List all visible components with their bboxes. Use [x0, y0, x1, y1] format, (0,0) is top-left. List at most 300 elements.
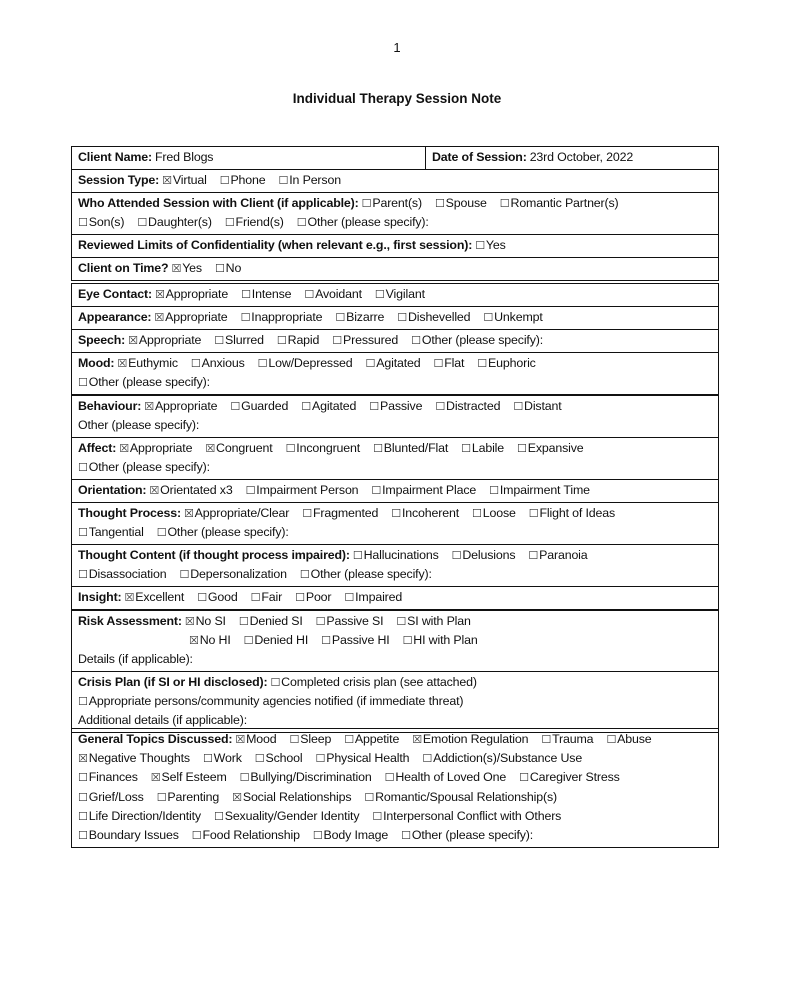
option-label: Denied SI [249, 614, 303, 628]
option-label: No SI [195, 614, 226, 628]
checkbox-option-bizarre[interactable] [335, 308, 384, 327]
unchecked-box-icon[interactable]: ☐ [384, 771, 395, 785]
checkbox-option-other-please-specify[interactable] [401, 826, 533, 845]
unchecked-box-icon[interactable]: ☐ [352, 549, 363, 562]
checkbox-option-si-with-plan[interactable] [396, 612, 470, 631]
unchecked-box-icon[interactable]: ☐ [289, 733, 300, 746]
checkbox-option-labile[interactable] [461, 439, 504, 458]
option-label: Fair [261, 590, 283, 604]
checked-box-icon[interactable]: ☒ [189, 634, 199, 647]
option-label: Addiction(s)/Substance Use [433, 751, 583, 766]
unchecked-box-icon[interactable]: ☐ [78, 526, 88, 539]
checked-box-icon[interactable]: ☒ [128, 334, 138, 347]
option-label: Labile [471, 441, 505, 455]
form-line [78, 807, 712, 826]
form-cell [72, 545, 718, 586]
unchecked-box-icon[interactable]: ☐ [606, 733, 617, 746]
unchecked-box-icon[interactable]: ☐ [422, 752, 433, 766]
unchecked-box-icon[interactable]: ☐ [78, 216, 88, 229]
checkbox-option-social-relationships[interactable] [232, 788, 351, 807]
unchecked-box-icon[interactable]: ☐ [240, 311, 251, 324]
unchecked-box-icon[interactable]: ☐ [78, 809, 88, 823]
unchecked-box-icon[interactable]: ☐ [238, 615, 249, 628]
checkbox-option-appropriate[interactable] [128, 331, 201, 350]
unchecked-box-icon[interactable]: ☐ [528, 549, 539, 562]
form-cell [72, 235, 718, 257]
checkbox-option-vigilant[interactable] [375, 285, 425, 304]
checkbox-option-appetite[interactable] [344, 730, 399, 749]
unchecked-box-icon[interactable]: ☐ [299, 568, 310, 581]
form-line [78, 236, 712, 255]
option-label: Agitated [376, 356, 421, 370]
option-label: Distant [524, 399, 562, 413]
checkbox-option-agitated[interactable] [301, 397, 356, 416]
unchecked-box-icon[interactable]: ☐ [397, 311, 407, 324]
option-label: Other (please specify): [88, 460, 210, 474]
field-label: Speech: [78, 333, 126, 347]
checkbox-option-avoidant[interactable] [304, 285, 362, 304]
field-label: Thought Content (if thought process impaired): [78, 548, 350, 562]
unchecked-box-icon[interactable]: ☐ [371, 484, 382, 497]
checkbox-option-mood[interactable] [235, 730, 276, 749]
unchecked-box-icon[interactable]: ☐ [519, 771, 529, 785]
checkbox-option-inappropriate[interactable] [241, 308, 323, 327]
unchecked-box-icon[interactable]: ☐ [257, 357, 268, 370]
checkbox-option-negative-thoughts[interactable] [78, 749, 190, 768]
checkbox-option-paranoia[interactable] [528, 546, 587, 565]
unchecked-box-icon[interactable]: ☐ [396, 615, 407, 628]
unchecked-box-icon[interactable]: ☐ [472, 507, 482, 520]
unchecked-box-icon[interactable]: ☐ [179, 568, 190, 581]
unchecked-box-icon[interactable]: ☐ [137, 216, 148, 229]
unchecked-box-icon[interactable]: ☐ [295, 591, 305, 604]
unchecked-box-icon[interactable]: ☐ [254, 752, 265, 766]
row-insight [72, 586, 718, 609]
checkbox-option-hallucinations[interactable] [353, 546, 439, 565]
checkbox-option-fragmented[interactable] [302, 504, 378, 523]
field-label: Affect: [78, 441, 117, 455]
checkbox-option-impairment-place[interactable] [371, 481, 476, 500]
unchecked-box-icon[interactable]: ☐ [435, 400, 446, 413]
checkbox-option-phone[interactable] [220, 171, 266, 190]
checkbox-option-addiction-s-substance-use[interactable] [422, 749, 582, 768]
unchecked-box-icon[interactable]: ☐ [451, 549, 462, 562]
unchecked-box-icon[interactable]: ☐ [364, 790, 375, 804]
checkbox-option-other-please-specify[interactable] [297, 213, 429, 232]
checkbox-option-yes[interactable] [475, 236, 505, 255]
checkbox-option-body-image[interactable] [313, 826, 388, 845]
checkbox-option-sexuality-gender-identity[interactable] [214, 807, 359, 826]
checkbox-option-virtual[interactable] [162, 171, 207, 190]
unchecked-box-icon[interactable]: ☐ [214, 334, 225, 347]
unchecked-box-icon[interactable]: ☐ [391, 507, 401, 520]
checked-box-icon[interactable]: ☒ [412, 733, 422, 746]
checkbox-option-depersonalization[interactable] [180, 565, 287, 584]
unchecked-box-icon[interactable]: ☐ [190, 357, 201, 370]
form-line [78, 565, 712, 584]
form-line [78, 730, 712, 749]
checkbox-option-denied-hi[interactable] [244, 631, 308, 650]
option-label: Caregiver Stress [529, 770, 620, 785]
field-label: Client on Time? [78, 261, 169, 275]
checkbox-option-appropriate[interactable] [144, 397, 217, 416]
unchecked-box-icon[interactable]: ☐ [78, 790, 88, 804]
field-label: Appearance: [78, 310, 152, 324]
unchecked-box-icon[interactable]: ☐ [401, 829, 411, 843]
checkbox-option-incoherent[interactable] [391, 504, 459, 523]
unchecked-box-icon[interactable]: ☐ [315, 752, 326, 766]
checkbox-option-orientated-x3[interactable] [149, 481, 232, 500]
form-cell [72, 147, 425, 169]
unchecked-box-icon[interactable]: ☐ [250, 591, 261, 604]
option-label: Impairment Person [256, 483, 359, 497]
checked-box-icon[interactable]: ☒ [184, 615, 195, 628]
unchecked-box-icon[interactable]: ☐ [241, 288, 251, 301]
checkbox-option-health-of-loved-one[interactable] [385, 768, 507, 787]
checkbox-option-denied-si[interactable] [239, 612, 303, 631]
checkbox-option-anxious[interactable] [191, 354, 245, 373]
checkbox-option-no-si[interactable] [185, 612, 226, 631]
option-label: Intense [251, 287, 292, 301]
checkbox-option-good[interactable] [197, 588, 237, 607]
checkbox-option-other-please-specify[interactable] [157, 523, 289, 542]
form-cell [72, 258, 718, 280]
option-label: Guarded [241, 399, 289, 413]
option-label: Rapid [287, 333, 320, 347]
option-label: Appropriate [165, 287, 229, 301]
option-label: Agitated [311, 399, 357, 413]
unchecked-box-icon[interactable]: ☐ [202, 752, 213, 766]
unchecked-box-icon[interactable]: ☐ [214, 262, 225, 275]
unchecked-box-icon[interactable]: ☐ [315, 615, 326, 628]
checkbox-option-guarded[interactable] [230, 397, 288, 416]
option-label: Avoidant [315, 287, 362, 301]
checked-box-icon[interactable]: ☒ [149, 484, 160, 497]
row-affect [72, 437, 718, 479]
form-cell [72, 729, 718, 847]
checkbox-option-appropriate[interactable] [155, 285, 228, 304]
checkbox-option-school[interactable] [255, 749, 303, 768]
checkbox-option-other-please-specify[interactable] [78, 373, 210, 392]
row-thought-content [72, 544, 718, 586]
option-label: Euthymic [128, 356, 178, 370]
option-label: Flight of Ideas [539, 506, 616, 520]
checkbox-option-disassociation[interactable] [78, 565, 167, 584]
checkbox-option-hi-with-plan[interactable] [403, 631, 478, 650]
unchecked-box-icon[interactable]: ☐ [344, 591, 355, 604]
option-label: Incongruent [296, 441, 361, 455]
checked-box-icon[interactable]: ☒ [119, 442, 129, 455]
unchecked-box-icon[interactable]: ☐ [239, 771, 250, 785]
checked-box-icon[interactable]: ☒ [235, 733, 246, 746]
unchecked-box-icon[interactable]: ☐ [312, 829, 323, 843]
unchecked-box-icon[interactable]: ☐ [304, 288, 315, 301]
checked-box-icon[interactable]: ☒ [205, 442, 216, 455]
option-label: Appropriate [165, 310, 228, 324]
option-label: Daughter(s) [148, 215, 212, 229]
unchecked-box-icon[interactable]: ☐ [402, 634, 413, 647]
checkbox-option-romantic-spousal-relationship-s[interactable] [364, 788, 557, 807]
unchecked-box-icon[interactable]: ☐ [245, 484, 256, 497]
unchecked-box-icon[interactable]: ☐ [483, 311, 494, 324]
unchecked-box-icon[interactable]: ☐ [372, 809, 383, 823]
checked-box-icon[interactable]: ☒ [78, 752, 88, 766]
checkbox-option-tangential[interactable] [78, 523, 144, 542]
form-line [78, 354, 712, 373]
checkbox-option-yes[interactable] [171, 259, 201, 278]
unchecked-box-icon[interactable]: ☐ [301, 400, 311, 413]
unchecked-box-icon[interactable]: ☐ [191, 829, 202, 843]
option-label: Poor [305, 590, 332, 604]
checkbox-option-sleep[interactable] [290, 730, 332, 749]
checkbox-option-delusions[interactable] [452, 546, 516, 565]
unchecked-box-icon[interactable]: ☐ [243, 634, 254, 647]
checkbox-option-appropriate[interactable] [119, 439, 192, 458]
checked-box-icon[interactable]: ☒ [154, 311, 165, 324]
option-label: Bizarre [346, 310, 385, 324]
form-line [78, 481, 712, 500]
unchecked-box-icon[interactable]: ☐ [434, 197, 445, 210]
unchecked-box-icon[interactable]: ☐ [224, 216, 235, 229]
checked-box-icon[interactable]: ☒ [154, 288, 165, 301]
checkbox-option-parent-s[interactable] [362, 194, 422, 213]
checkbox-option-euthymic[interactable] [117, 354, 177, 373]
checkbox-option-loose[interactable] [472, 504, 516, 523]
checkbox-option-no[interactable] [215, 259, 241, 278]
unchecked-box-icon[interactable]: ☐ [411, 334, 421, 347]
checked-box-icon[interactable]: ☒ [232, 790, 242, 804]
option-label: Orientated x3 [160, 483, 233, 497]
document-title: Individual Therapy Session Note [292, 91, 502, 106]
unchecked-box-icon[interactable]: ☐ [332, 334, 342, 347]
option-label: Trauma [552, 732, 594, 746]
unchecked-box-icon[interactable]: ☐ [296, 216, 307, 229]
checkbox-option-daughter-s[interactable] [137, 213, 212, 232]
option-label: Passive [379, 399, 423, 413]
checkbox-option-euphoric[interactable] [477, 354, 535, 373]
checked-box-icon[interactable]: ☒ [150, 771, 161, 785]
unchecked-box-icon[interactable]: ☐ [278, 174, 289, 187]
form-line [78, 588, 712, 607]
checkbox-option-no-hi[interactable] [189, 631, 231, 650]
form-line [78, 458, 712, 477]
checkbox-option-completed-crisis-plan-see-attached[interactable] [270, 673, 476, 692]
unchecked-box-icon[interactable]: ☐ [197, 591, 207, 604]
option-label: Yes [182, 261, 202, 275]
option-label: Self Esteem [161, 770, 227, 785]
unchecked-box-icon[interactable]: ☐ [302, 507, 312, 520]
checkbox-option-abuse[interactable] [606, 730, 651, 749]
unchecked-box-icon[interactable]: ☐ [321, 634, 331, 647]
row-mood [72, 352, 718, 394]
unchecked-box-icon[interactable]: ☐ [78, 695, 88, 708]
unchecked-box-icon[interactable]: ☐ [475, 239, 485, 252]
unchecked-box-icon[interactable]: ☐ [78, 771, 88, 785]
checkbox-option-romantic-partner-s[interactable] [500, 194, 619, 213]
checkbox-option-in-person[interactable] [279, 171, 341, 190]
option-label: Health of Loved One [395, 770, 507, 785]
option-label: HI with Plan [413, 633, 478, 647]
unchecked-box-icon[interactable]: ☐ [477, 357, 488, 370]
checkbox-option-interpersonal-conflict-with-others[interactable] [372, 807, 561, 826]
checkbox-option-impaired[interactable] [344, 588, 402, 607]
option-label: Finances [88, 770, 138, 785]
unchecked-box-icon[interactable]: ☐ [285, 442, 296, 455]
checked-box-icon[interactable]: ☒ [124, 591, 135, 604]
checkbox-option-appropriate-persons-community-agencies-notified-if-immediate-threat[interactable] [78, 692, 463, 711]
option-label: Bullying/Discrimination [250, 770, 372, 785]
checkbox-option-passive-hi[interactable] [321, 631, 389, 650]
option-label: Low/Depressed [268, 356, 353, 370]
unchecked-box-icon[interactable]: ☐ [230, 400, 241, 413]
row-session-type [72, 169, 718, 192]
checkbox-option-appropriate[interactable] [154, 308, 227, 327]
checkbox-option-impairment-person[interactable] [246, 481, 359, 500]
form-line [78, 397, 712, 416]
unchecked-box-icon[interactable]: ☐ [541, 733, 552, 746]
option-label: Abuse [617, 732, 652, 746]
checkbox-option-physical-health[interactable] [315, 749, 409, 768]
checkbox-option-emotion-regulation[interactable] [412, 730, 528, 749]
checkbox-option-parenting[interactable] [157, 788, 219, 807]
option-label: Mood [246, 732, 277, 746]
row-eye-contact [72, 284, 718, 306]
field-label: Date of Session: [432, 150, 527, 164]
unchecked-box-icon[interactable]: ☐ [513, 400, 524, 413]
checkbox-option-dishevelled[interactable] [397, 308, 470, 327]
option-label: Boundary Issues [88, 828, 179, 843]
option-label: Incoherent [401, 506, 460, 520]
form-line [78, 612, 712, 631]
checkbox-option-finances[interactable] [78, 768, 138, 787]
unchecked-box-icon[interactable]: ☐ [528, 507, 539, 520]
form-cell [72, 170, 718, 192]
checkbox-option-appropriate-clear[interactable] [184, 504, 289, 523]
checkbox-option-bullying-discrimination[interactable] [240, 768, 372, 787]
option-label: Emotion Regulation [422, 732, 529, 746]
option-label: Distracted [446, 399, 501, 413]
option-label: Expansive [527, 441, 584, 455]
checkbox-option-passive-si[interactable] [316, 612, 384, 631]
unchecked-box-icon[interactable]: ☐ [78, 461, 88, 474]
checkbox-option-fair[interactable] [251, 588, 282, 607]
checkbox-option-unkempt[interactable] [483, 308, 542, 327]
unchecked-box-icon[interactable]: ☐ [219, 174, 230, 187]
unchecked-box-icon[interactable]: ☐ [156, 526, 167, 539]
unchecked-box-icon[interactable]: ☐ [374, 288, 385, 301]
checkbox-option-other-please-specify[interactable] [411, 331, 543, 350]
checkbox-option-distracted[interactable] [435, 397, 500, 416]
option-label: Interpersonal Conflict with Others [383, 808, 562, 823]
form-line [78, 650, 712, 669]
checkbox-option-caregiver-stress[interactable] [519, 768, 620, 787]
form-cell [72, 503, 718, 544]
checkbox-option-boundary-issues[interactable] [78, 826, 179, 845]
checkbox-option-expansive[interactable] [517, 439, 584, 458]
option-label: Virtual [172, 173, 207, 187]
checked-box-icon[interactable]: ☒ [117, 357, 128, 370]
unchecked-box-icon[interactable]: ☐ [461, 442, 471, 455]
checked-box-icon[interactable]: ☒ [171, 262, 182, 275]
unchecked-box-icon[interactable]: ☐ [78, 376, 88, 389]
checkbox-option-work[interactable] [203, 749, 242, 768]
checkbox-option-food-relationship[interactable] [192, 826, 300, 845]
checked-box-icon[interactable]: ☒ [183, 507, 194, 520]
checkbox-option-passive[interactable] [369, 397, 422, 416]
unchecked-box-icon[interactable]: ☐ [344, 733, 354, 746]
checkbox-option-rapid[interactable] [277, 331, 319, 350]
option-label: Pressured [342, 333, 399, 347]
unchecked-box-icon[interactable]: ☐ [369, 400, 379, 413]
topics-section [71, 728, 719, 848]
unchecked-box-icon[interactable]: ☐ [270, 676, 281, 689]
checkbox-option-grief-loss[interactable] [78, 788, 144, 807]
unchecked-box-icon[interactable]: ☐ [213, 809, 224, 823]
option-label: Body Image [323, 828, 389, 843]
checkbox-option-impairment-time[interactable] [489, 481, 590, 500]
form-cell [72, 284, 718, 306]
form-line [78, 259, 712, 278]
unchecked-box-icon[interactable]: ☐ [78, 568, 88, 581]
unchecked-box-icon[interactable]: ☐ [373, 442, 383, 455]
checkbox-option-distant[interactable] [513, 397, 561, 416]
checked-box-icon[interactable]: ☒ [144, 400, 154, 413]
unchecked-box-icon[interactable]: ☐ [361, 197, 372, 210]
checkbox-option-blunted-flat[interactable] [373, 439, 448, 458]
checkbox-option-flat[interactable] [434, 354, 465, 373]
unchecked-box-icon[interactable]: ☐ [489, 484, 499, 497]
option-label: Romantic/Spousal Relationship(s) [375, 789, 557, 804]
checkbox-option-excellent[interactable] [125, 588, 185, 607]
form-line [78, 308, 712, 327]
unchecked-box-icon[interactable]: ☐ [499, 197, 510, 210]
unchecked-box-icon[interactable]: ☐ [276, 334, 287, 347]
field-value: 23rd October, 2022 [529, 150, 634, 164]
form-line [78, 546, 712, 565]
checkbox-option-friend-s[interactable] [225, 213, 284, 232]
checkbox-option-son-s[interactable] [78, 213, 124, 232]
checkbox-option-flight-of-ideas[interactable] [529, 504, 615, 523]
checkbox-option-slurred[interactable] [214, 331, 264, 350]
checkbox-option-other-please-specify[interactable] [78, 458, 210, 477]
option-label: Tangential [88, 525, 144, 539]
unchecked-box-icon[interactable]: ☐ [517, 442, 527, 455]
checkbox-option-incongruent[interactable] [286, 439, 361, 458]
unchecked-box-icon[interactable]: ☐ [78, 829, 88, 843]
checkbox-option-self-esteem[interactable] [151, 768, 227, 787]
unchecked-box-icon[interactable]: ☐ [156, 790, 167, 804]
form-line [78, 213, 712, 232]
checkbox-option-life-direction-identity[interactable] [78, 807, 201, 826]
checkbox-option-congruent[interactable] [205, 439, 272, 458]
form-line [78, 504, 712, 523]
checked-box-icon[interactable]: ☒ [162, 174, 172, 187]
checkbox-option-pressured[interactable] [332, 331, 398, 350]
checkbox-option-trauma[interactable] [541, 730, 593, 749]
checkbox-option-low-depressed[interactable] [258, 354, 353, 373]
option-label: Other (please specify): [88, 375, 210, 389]
checkbox-option-spouse[interactable] [435, 194, 487, 213]
checkbox-option-other-please-specify[interactable] [300, 565, 432, 584]
field-label: Crisis Plan (if SI or HI disclosed): [78, 675, 268, 689]
checkbox-option-agitated[interactable] [366, 354, 421, 373]
unchecked-box-icon[interactable]: ☐ [433, 357, 444, 370]
unchecked-box-icon[interactable]: ☐ [335, 311, 346, 324]
checkbox-option-intense[interactable] [241, 285, 291, 304]
checkbox-option-poor[interactable] [295, 588, 331, 607]
unchecked-box-icon[interactable]: ☐ [365, 357, 376, 370]
option-label: Phone [230, 173, 266, 187]
